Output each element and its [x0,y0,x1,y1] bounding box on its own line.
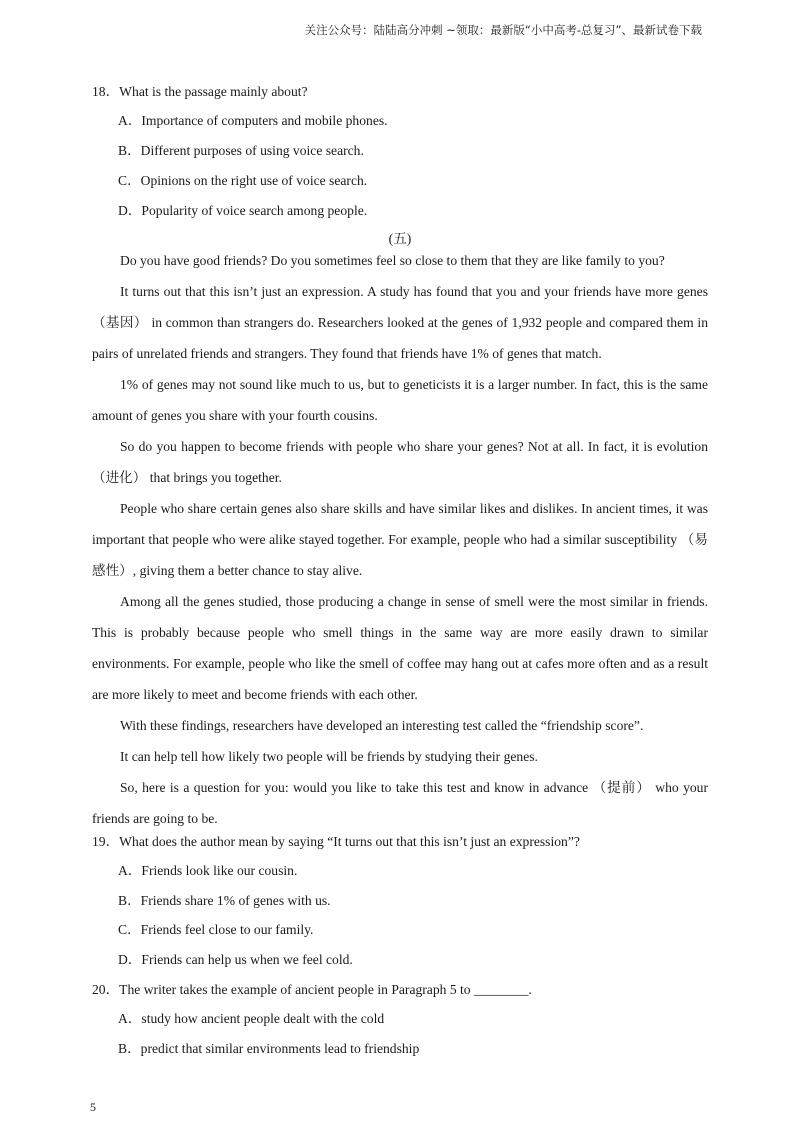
passage-paragraph-4: So do you happen to become friends with people who share your genes? Not at all. In fact, it is evolution （进化） that brings you together. [92,439,708,485]
question-18-option-a: A．Importance of computers and mobile phones. [118,113,388,128]
question-20-option-a: A．study how ancient people dealt with the cold [118,1011,385,1026]
question-20-stem: 20．The writer takes the example of ancient people in Paragraph 5 to ________. [92,982,532,997]
question-19-option-d: D．Friends can help us when we feel cold. [118,952,353,967]
question-19-option-c: C．Friends feel close to our family. [118,922,314,937]
question-20-option-b: B．predict that similar environments lead to friendship [118,1041,420,1056]
passage-paragraph-2: It turns out that this isn’t just an expression. A study has found that you and your friends have more genes （基因） in common than strangers do. Researchers looked at the genes of 1,932 people and compared them in pairs of unrelated friends and strangers. They found that friends have 1% of genes that match. [92,284,708,361]
passage [92,245,708,834]
passage-paragraph-1: Do you have good friends? Do you sometimes feel so close to them that they are like family to you? [120,253,665,268]
question-18-option-d: D．Popularity of voice search among people. [118,203,368,218]
question-18-option-b: B．Different purposes of using voice search. [118,143,364,158]
question-19-option-b: B．Friends share 1% of genes with us. [118,893,331,908]
page-number: 5 [90,1100,96,1114]
passage-paragraph-9: So, here is a question for you: would you like to take this test and know in advance （提前） who your friends are going to be. [92,780,708,826]
section-label: (五) [388,231,412,246]
page-header: 关注公众号：陆陆高分冲刺 ~领取：最新版“小中高考-总复习”、最新试卷下载 [304,23,702,37]
passage-paragraph-8: It can help tell how likely two people will be friends by studying their genes. [120,749,538,764]
question-18-option-c: C．Opinions on the right use of voice search. [118,173,368,188]
passage-paragraph-3: 1% of genes may not sound like much to us, but to geneticists it is a larger number. In fact, this is the same amount of genes you share with your fourth cousins. [92,377,708,423]
question-19-option-a: A．Friends look like our cousin. [118,863,298,878]
passage-paragraph-6: Among all the genes studied, those producing a change in sense of smell were the most similar in friends. This is probably because people who smell things in the same way are more easily drawn to similar environments. For example, people who like the smell of coffee may hang out at cafes more often and as a result are more likely to meet and become friends with each other. [92,594,708,702]
question-18-stem: 18．What is the passage mainly about? [92,84,308,99]
question-19-stem: 19．What does the author mean by saying “It turns out that this isn’t just an expression”? [92,834,580,849]
passage-paragraph-5: People who share certain genes also share skills and have similar likes and dislikes. In ancient times, it was important that people who were alike stayed together. For example, people who had a similar susceptibility （易感性）, giving them a better chance to stay alive. [92,501,708,578]
passage-paragraph-7: With these findings, researchers have developed an interesting test called the “friendship score”. [120,718,644,733]
